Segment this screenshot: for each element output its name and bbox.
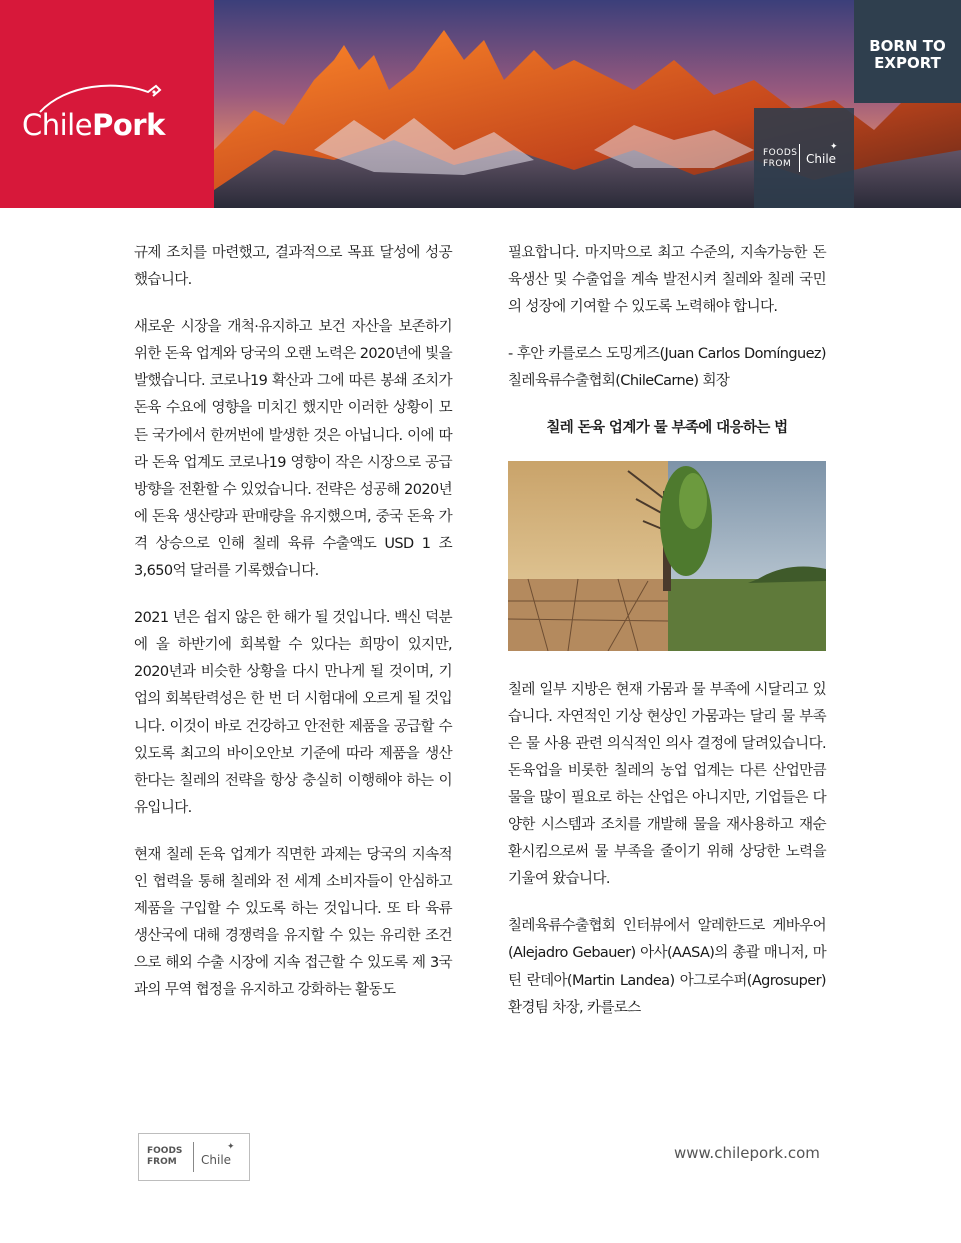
badge-divider [799, 144, 800, 172]
footer-logo-divider [193, 1142, 194, 1172]
footer-from-word: FROM [147, 1157, 177, 1167]
footer-foods-from-text [147, 1146, 182, 1168]
right-paragraph-4: 칠레육류수출협회 인터뷰에서 알레한드로 게바우어(Alejadro Gebauer) 아사(AASA)의 총괄 매니저, 마틴 란데아(Martin Landea) 아그로수퍼(Agrosuper) 환경팀 차장, 카를로스 [508, 918, 826, 1016]
footer-star-icon: ✦ [227, 1142, 235, 1152]
left-paragraph-4: 현재 칠레 돈육 업계가 직면한 과제는 당국의 지속적인 협력을 통해 칠레와 전 세계 소비자들이 안심하고 제품을 구입할 수 있도록 하는 것입니다. 또 타 육류 생산국에 대해 경쟁력을 유지할 수 있는 유리한 조건으로 해외 수출 시장에 지속 접근할 수 있도록 제 3국과의 무역 협정을 유지하고 강화하는 활동도 [134, 846, 452, 999]
website-link[interactable]: www.chilepork.com [674, 1144, 820, 1162]
star-icon: ✦ [830, 142, 838, 152]
section-heading: 칠레 돈육 업계가 물 부족에 대응하는 법 [546, 420, 788, 437]
chilepork-logo [22, 108, 165, 142]
footer-foods-word: FOODS [147, 1146, 183, 1156]
born-to-export-badge [854, 0, 961, 103]
page-header [0, 0, 961, 208]
right-paragraph-3: 칠레 일부 지방은 현재 가뭄과 물 부족에 시달리고 있습니다. 자연적인 기상 현상인 가뭄과는 달리 물 부족은 물 사용 관련 의식적인 의사 결정에 달려있습니다. 돈육업을 비롯한 칠레의 농업 업계는 다른 산업만큼 물을 많이 필요로 하는 산업은 아니지만, 기업들은 다양한 시스템과 조치를 개발해 물을 재사용하고 재순환시킴으로써 물 부족을 줄이기 위해 상당한 노력을 기울여 왔습니다. [508, 681, 826, 888]
footer-foods-from-chile-logo [138, 1133, 250, 1181]
left-paragraph-1: 규제 조치를 마련했고, 결과적으로 목표 달성에 성공했습니다. [134, 245, 452, 289]
logo-part-pork: Pork [92, 108, 165, 142]
foods-word: FOODS [763, 148, 798, 158]
foods-from-chile-badge [754, 108, 854, 208]
left-paragraph-2: 새로운 시장을 개척·유지하고 보건 자산을 보존하기 위한 돈육 업계와 당국의 오랜 노력은 2020년에 빛을 발했습니다. 코로나19 확산과 그에 따른 봉쇄 조치가 돈육 수요에 영향을 미치긴 했지만 이러한 상황이 모든 국가에서 한꺼번에 발생한 것은 아닙니다. 이에 따라 돈육 업계도 코로나19 영향이 작은 시장으로 공급 방향을 전환할 수 있었습니다. 전략은 성공해 2020년에 돈육 생산량과 판매량을 유지했으며, 중국 돈육 가격 상승으로 인해 칠레 육류 수출액도 USD 1 조 3,650억 달러를 기록했습니다. [134, 319, 452, 580]
chilepork-logo-panel [0, 0, 214, 208]
left-paragraph-3: 2021 년은 쉽지 않은 한 해가 될 것입니다. 백신 덕분에 올 하반기에 회복할 수 있다는 희망이 있지만, 2020년과 비슷한 상황을 다시 만나게 될 것이며, 기업의 회복탄력성은 한 번 더 시험대에 오르게 될 것입니다. 이것이 바로 건강하고 안전한 제품을 공급할 수 있도록 최고의 바이오안보 기준에 따라 제품을 생산한다는 칠레의 전략을 항상 충실히 이행해야 하는 이유입니다. [134, 610, 452, 816]
chile-word: Chile [806, 152, 837, 166]
drought-tree-image [508, 461, 826, 651]
author-attribution: - 후안 카를로스 도밍게즈(Juan Carlos Domínguez) 칠레육류수출협회(ChileCarne) 회장 [508, 346, 826, 390]
born-line-1: BORN TO [869, 37, 946, 55]
right-column [508, 240, 826, 1042]
left-column [134, 240, 452, 1024]
foods-from-text [763, 148, 798, 170]
logo-part-chile: Chile [22, 108, 93, 142]
born-line-2: EXPORT [874, 54, 941, 72]
from-word: FROM [763, 159, 792, 169]
footer-chile-word: Chile [201, 1153, 232, 1167]
right-paragraph-1: 필요합니다. 마지막으로 최고 수준의, 지속가능한 돈육생산 및 수출업을 계속 발전시켜 칠레와 칠레 국민의 성장에 기여할 수 있도록 노력해야 합니다. [508, 245, 826, 316]
